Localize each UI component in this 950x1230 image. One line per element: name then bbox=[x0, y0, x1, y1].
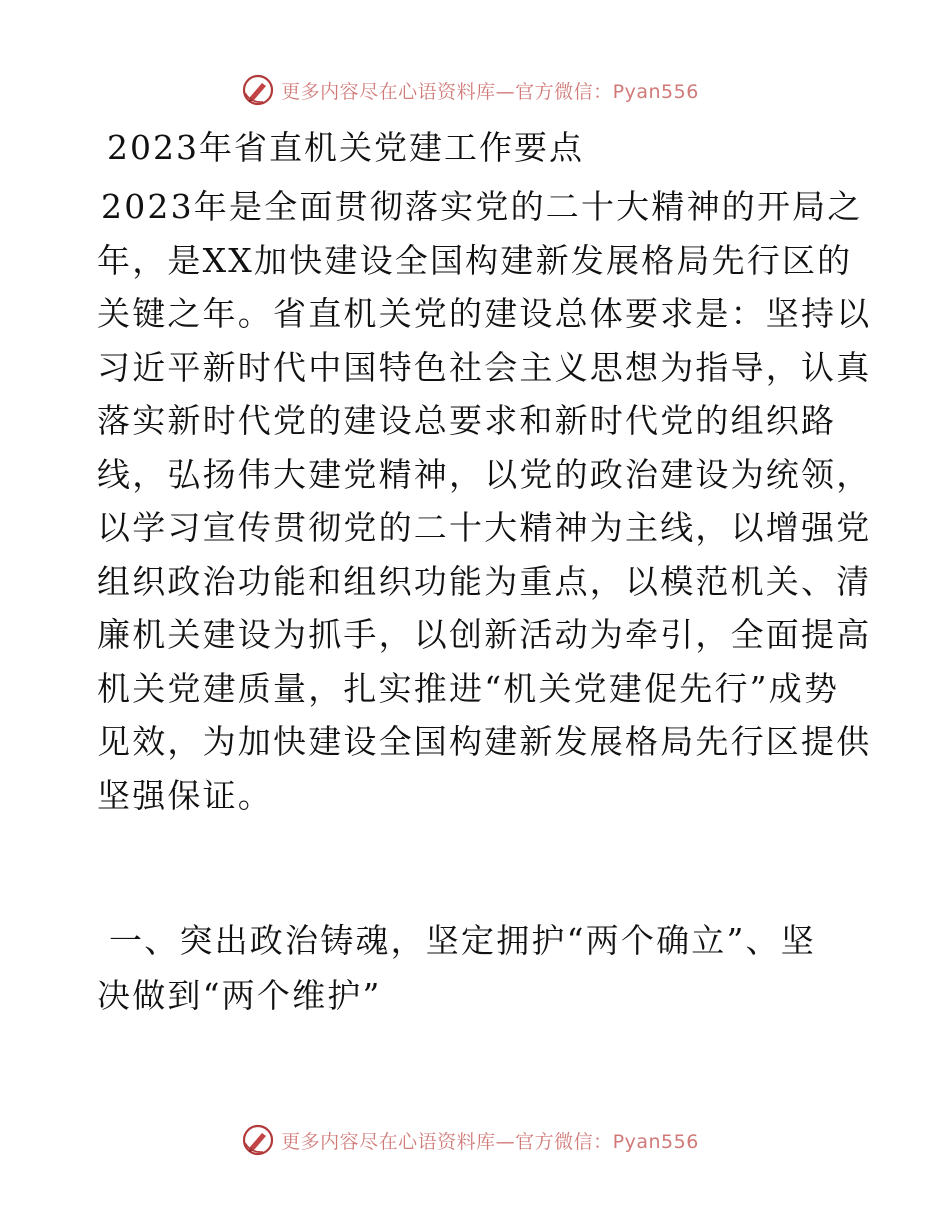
watermark-group bbox=[241, 1123, 699, 1157]
section-heading bbox=[97, 913, 857, 1023]
paragraph-line: 廉机关建设为抓手，以创新活动为牵引，全面提高 bbox=[97, 615, 872, 654]
watermark-banner-top bbox=[0, 70, 950, 110]
heading-line: 决做到“两个维护” bbox=[97, 976, 382, 1015]
logo-pen-icon bbox=[241, 73, 275, 107]
paragraph-line: 年，是XX加快建设全国构建新发展格局先行区的 bbox=[97, 240, 853, 280]
paragraph-line: 关键之年。省直机关党的建设总体要求是：坚持以 bbox=[97, 294, 872, 333]
logo-pen-icon bbox=[241, 1123, 275, 1157]
watermark-text: 更多内容尽在心语资料库—官方微信：Pyan556 bbox=[281, 80, 699, 103]
paragraph-line: 坚强保证。 bbox=[97, 775, 273, 815]
intro-paragraph bbox=[97, 180, 872, 822]
paragraph-line: 习近平新时代中国特色社会主义思想为指导，认真 bbox=[97, 347, 872, 387]
heading-line: 一、突出政治铸魂，坚定拥护“两个确立”、坚 bbox=[109, 921, 816, 960]
paragraph-line: 2023年是全面贯彻落实党的二十大精神的开局之 bbox=[101, 187, 863, 226]
watermark-banner-bottom bbox=[0, 1120, 950, 1160]
paragraph-line: 组织政治功能和组织功能为重点，以模范机关、清 bbox=[97, 561, 872, 601]
paragraph-line: 以学习宣传贯彻党的二十大精神为主线，以增强党 bbox=[97, 508, 872, 547]
document-title: 2023年省直机关党建工作要点 bbox=[107, 128, 584, 167]
watermark-group bbox=[241, 73, 699, 107]
paragraph-line: 见效，为加快建设全国构建新发展格局先行区提供 bbox=[97, 722, 872, 761]
paragraph-line: 线，弘扬伟大建党精神，以党的政治建设为统领， bbox=[97, 454, 872, 494]
paragraph-line: 机关党建质量，扎实推进“机关党建促先行”成势 bbox=[97, 668, 840, 708]
watermark-text: 更多内容尽在心语资料库—官方微信：Pyan556 bbox=[281, 1130, 699, 1153]
paragraph-line: 落实新时代党的建设总要求和新时代党的组织路 bbox=[97, 401, 837, 440]
